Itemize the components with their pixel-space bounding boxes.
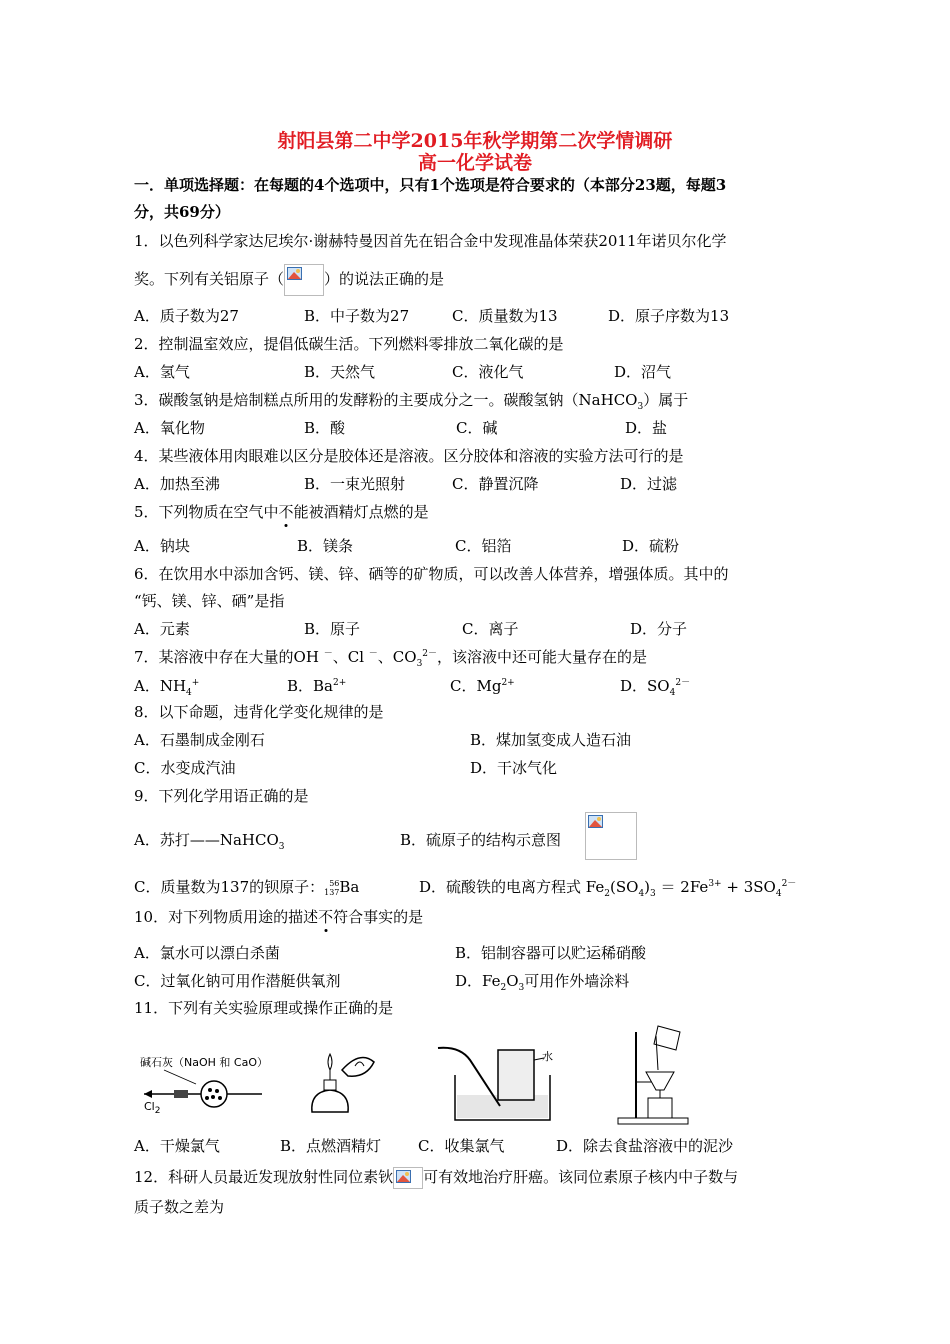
figure-gas-collection <box>430 1040 560 1125</box>
q10-stem: 10．对下列物质用途的描述不符合事实的是 <box>134 908 424 926</box>
q1-option-d: D．原子序数为13 <box>608 307 730 325</box>
q6-option-c: C．离子 <box>462 620 519 638</box>
q9-stem: 9．下列化学用语正确的是 <box>134 787 309 805</box>
q5-option-b: B．镁条 <box>297 537 354 555</box>
q4-option-b: B．一束光照射 <box>304 475 406 493</box>
q1-stem-cont: 奖。下列有关铝原子（ ）的说法正确的是 <box>134 264 444 296</box>
q4-stem: 4．某些液体用肉眼难以区分是胶体还是溶液。区分胶体和溶液的实验方法可行的是 <box>134 447 684 465</box>
q7-option-d: D．$SO_4^{2-}$ <box>620 677 691 698</box>
aluminum-atom-image <box>284 264 324 296</box>
q7-stem: 7．某溶液中存在大量的OH －、Cl －、$CO_3^{2-}$，该溶液中还可能大量存在的是 <box>134 648 648 669</box>
q6-option-d: D．分子 <box>630 620 688 638</box>
q7-option-b: B．$Ba^{2+}$ <box>287 677 347 695</box>
q3-option-b: B．酸 <box>304 419 346 437</box>
q2-option-b: B．天然气 <box>304 363 376 381</box>
q1-option-a: A．质子数为27 <box>134 307 239 325</box>
q2-option-d: D．沼气 <box>614 363 672 381</box>
q8-option-c: C．水变成汽油 <box>134 759 236 777</box>
q2-option-a: A．氢气 <box>134 363 190 381</box>
q3-option-d: D．盐 <box>625 419 668 437</box>
figure-drying-tube <box>134 1050 294 1120</box>
figure-label-water: 水 <box>542 1050 553 1063</box>
sulfur-atom-diagram-image <box>585 812 637 860</box>
q11-option-d: D．除去食盐溶液中的泥沙 <box>556 1137 734 1155</box>
title-line1: 射阳县第二中学2015年秋学期第二次学情调研 <box>277 130 673 152</box>
q9-option-b: B．硫原子的结构示意图 <box>400 831 562 849</box>
q7-option-a: A．$NH_4^+$ <box>134 677 200 698</box>
section-heading: 一．单项选择题：在每题的4个选项中，只有1个选项是符合要求的（本部分23题，每题3 <box>134 176 727 194</box>
q3-option-a: A．氧化物 <box>134 419 205 437</box>
q10-option-d: D．$Fe_2O_3$可用作外墙涂料 <box>455 972 630 993</box>
q9-option-d: D．硫酸铁的电离方程式 $Fe_2(SO_4)_3 = 2Fe^{3+} + 3SO_4^{2-}$ <box>419 878 797 899</box>
q8-stem: 8．以下命题，违背化学变化规律的是 <box>134 703 384 721</box>
q5-stem: 5．下列物质在空气中不能被酒精灯点燃的是 <box>134 503 429 521</box>
figure-label-cl2: $Cl_2$ <box>144 1100 161 1117</box>
q1-option-b: B．中子数为27 <box>304 307 410 325</box>
q8-option-a: A．石墨制成金刚石 <box>134 731 265 749</box>
q3-stem: 3．碳酸氢钠是焙制糕点所用的发酵粉的主要成分之一。碳酸氢钠（NaHCO$_3$）属于 <box>134 391 689 412</box>
q11-option-c: C．收集氯气 <box>418 1137 505 1155</box>
q8-option-d: D．干冰气化 <box>470 759 558 777</box>
q5-option-d: D．硫粉 <box>622 537 680 555</box>
q10-option-b: B．铝制容器可以贮运稀硝酸 <box>455 944 647 962</box>
q2-option-c: C．液化气 <box>452 363 524 381</box>
q5-option-c: C．铝箔 <box>455 537 512 555</box>
q4-option-a: A．加热至沸 <box>134 475 220 493</box>
holmium-isotope-image <box>393 1167 423 1189</box>
q10-option-a: A．氯水可以漂白杀菌 <box>134 944 280 962</box>
q1-stem: 1．以色列科学家达尼埃尔·谢赫特曼因首先在铝合金中发现准晶体荣获2011年诺贝尔化学 <box>134 232 727 250</box>
q1-option-c: C．质量数为13 <box>452 307 558 325</box>
figure-filtration <box>598 1022 708 1127</box>
q6-option-a: A．元素 <box>134 620 190 638</box>
section-heading-cont: 分，共69分） <box>134 203 230 221</box>
q7-option-c: C．$Mg^{2+}$ <box>450 677 515 695</box>
q4-option-c: C．静置沉降 <box>452 475 539 493</box>
q3-option-c: C．碱 <box>456 419 498 437</box>
q6-stem-cont: “钙、镁、锌、硒”是指 <box>134 592 285 610</box>
q6-stem: 6．在饮用水中添加含钙、镁、锌、硒等的矿物质，可以改善人体营养，增强体质。其中的 <box>134 565 729 583</box>
q6-option-b: B．原子 <box>304 620 361 638</box>
figure-label-soda-lime: 碱石灰（NaOH 和 CaO） <box>140 1056 268 1069</box>
q11-stem: 11．下列有关实验原理或操作正确的是 <box>134 999 394 1017</box>
q9-option-c: C．质量数为137的钡原子： 56 137 Ba <box>134 878 360 897</box>
q5-option-a: A．钠块 <box>134 537 190 555</box>
q11-option-b: B．点燃酒精灯 <box>280 1137 382 1155</box>
q8-option-b: B．煤加氢变成人造石油 <box>470 731 632 749</box>
title-line2: 高一化学试卷 <box>417 152 532 174</box>
q10-option-c: C．过氧化钠可用作潜艇供氧剂 <box>134 972 341 990</box>
figure-alcohol-lamp <box>300 1040 390 1120</box>
q12-stem: 12．科研人员最近发现放射性同位素钬 可有效地治疗肝癌。该同位素原子核内中子数与 <box>134 1166 738 1189</box>
q11-option-a: A．干燥氯气 <box>134 1137 220 1155</box>
q4-option-d: D．过滤 <box>620 475 678 493</box>
q9-option-a: A．苏打——NaHCO$_3$ <box>134 831 285 852</box>
q2-stem: 2．控制温室效应，提倡低碳生活。下列燃料零排放二氧化碳的是 <box>134 335 564 353</box>
q12-stem-cont: 质子数之差为 <box>134 1198 225 1216</box>
